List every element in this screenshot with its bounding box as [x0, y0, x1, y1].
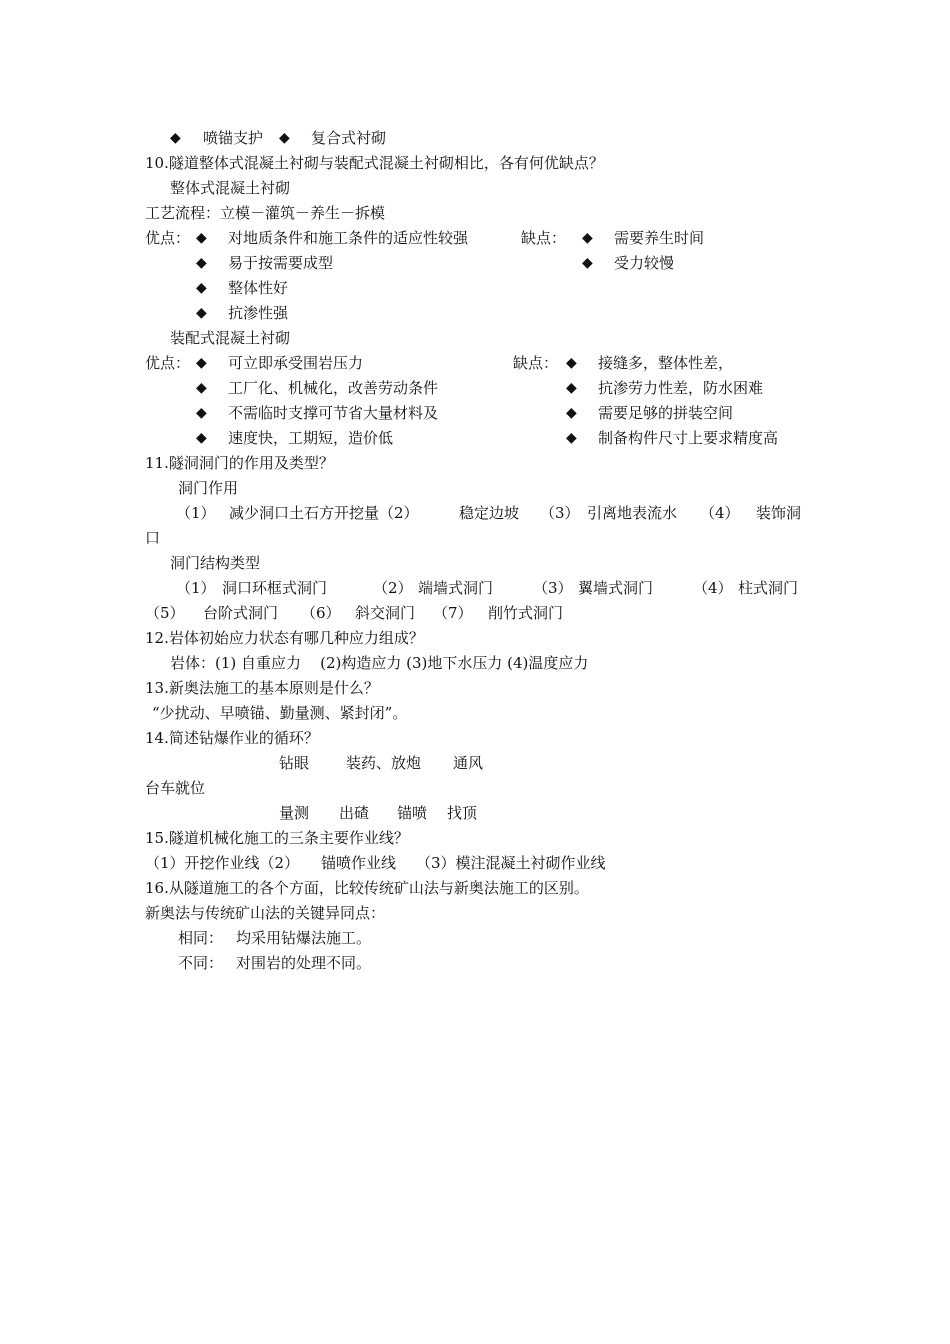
list-marker: （1）: [176, 504, 216, 522]
pro-item: 可立即承受围岩压力: [228, 354, 364, 372]
item-text: 喷锚支护: [203, 129, 264, 147]
cons-label: 缺点：: [521, 229, 567, 247]
type-item: 洞口环框式洞门: [222, 579, 328, 597]
bullet-icon: ◆: [279, 130, 290, 146]
bullet-icon: ◆: [196, 280, 207, 296]
type-item: 台阶式洞门: [203, 604, 279, 622]
list-marker: （3）: [533, 579, 573, 597]
bullet-icon: ◆: [566, 355, 577, 371]
function-item: 装饰洞: [756, 504, 802, 522]
question-16: 16.从隧道施工的各个方面，比较传统矿山法与新奥法施工的区别。: [145, 879, 589, 897]
list-marker: （6）: [301, 604, 341, 622]
type-item: 柱式洞门: [738, 579, 799, 597]
bullet-icon: ◆: [196, 255, 207, 271]
con-item: 接缝多，整体性差，: [598, 354, 734, 372]
cycle-step: 出碴: [339, 804, 370, 822]
answer-text: “少扰动、早喷锚、勤量测、紧封闭”。: [152, 704, 408, 722]
cycle-step: 装药、放炮: [346, 754, 422, 772]
function-item: 减少洞口土石方开挖量（2）: [229, 504, 419, 522]
bullet-icon: ◆: [566, 380, 577, 396]
pro-item: 易于按需要成型: [228, 254, 334, 272]
process-line: 工艺流程：立模－灌筑－养生－拆模: [145, 204, 386, 222]
section-heading: 装配式混凝土衬砌: [170, 329, 291, 347]
cycle-step: 钻眼: [279, 754, 310, 772]
con-item: 制备构件尺寸上要求精度高: [598, 429, 779, 447]
bullet-icon: ◆: [196, 230, 207, 246]
answer-text: （3）模注混凝土衬砌作业线: [416, 854, 606, 872]
question-14: 14.简述钻爆作业的循环？: [145, 729, 319, 747]
list-marker: （7）: [433, 604, 473, 622]
cycle-step: 通风: [453, 754, 484, 772]
bullet-icon: ◆: [196, 430, 207, 446]
function-item: 引离地表流水: [587, 504, 678, 522]
con-item: 需要足够的拼装空间: [598, 404, 734, 422]
answer-text: 锚喷作业线: [321, 854, 397, 872]
pros-label: 优点：: [145, 229, 191, 247]
pro-item: 整体性好: [228, 279, 289, 297]
con-item: 受力较慢: [614, 254, 675, 272]
section-heading: 整体式混凝土衬砌: [170, 179, 291, 197]
section-heading: 洞门结构类型: [170, 554, 261, 572]
section-heading: 洞门作用: [178, 479, 239, 497]
cycle-step: 找顶: [447, 804, 478, 822]
bullet-icon: ◆: [566, 430, 577, 446]
type-item: 翼墙式洞门: [578, 579, 654, 597]
pros-label: 优点：: [145, 354, 191, 372]
diff-label: 不同：: [178, 954, 224, 972]
cycle-step: 台车就位: [145, 779, 206, 797]
cons-label: 缺点：: [513, 354, 559, 372]
function-item-continued: 口: [145, 529, 161, 547]
question-13: 13.新奥法施工的基本原则是什么？: [145, 679, 379, 697]
type-item: 削竹式洞门: [488, 604, 564, 622]
same-text: 均采用钻爆法施工。: [236, 929, 372, 947]
bullet-icon: ◆: [196, 305, 207, 321]
list-marker: （4）: [693, 579, 733, 597]
list-marker: （4）: [700, 504, 740, 522]
list-marker: （3）: [540, 504, 580, 522]
pro-item: 抗渗性强: [228, 304, 289, 322]
list-marker: （5）: [145, 604, 185, 622]
bullet-icon: ◆: [196, 380, 207, 396]
question-10: 10.隧道整体式混凝土衬砌与装配式混凝土衬砌相比，各有何优缺点？: [145, 154, 604, 172]
question-15: 15.隧道机械化施工的三条主要作业线？: [145, 829, 409, 847]
question-11: 11.隧洞洞门的作用及类型？: [145, 454, 334, 472]
diff-text: 对围岩的处理不同。: [236, 954, 372, 972]
answer-text: 岩体：(1) 自重应力 (2)构造应力 (3)地下水压力 (4)温度应力: [170, 654, 589, 672]
bullet-icon: ◆: [170, 130, 181, 146]
bullet-icon: ◆: [582, 255, 593, 271]
item-text: 复合式衬砌: [311, 129, 387, 147]
pro-item: 不需临时支撑可节省大量材料及: [228, 404, 439, 422]
bullet-icon: ◆: [582, 230, 593, 246]
list-marker: （1）: [176, 579, 216, 597]
con-item: 需要养生时间: [614, 229, 705, 247]
pro-item: 工厂化、机械化，改善劳动条件: [228, 379, 439, 397]
bullet-icon: ◆: [196, 355, 207, 371]
list-marker: （2）: [373, 579, 413, 597]
cycle-step: 锚喷: [397, 804, 428, 822]
answer-intro: 新奥法与传统矿山法的关键异同点：: [145, 904, 386, 922]
pro-item: 速度快，工期短，造价低: [228, 429, 394, 447]
bullet-icon: ◆: [566, 405, 577, 421]
con-item: 抗渗劳力性差，防水困难: [598, 379, 764, 397]
question-12: 12.岩体初始应力状态有哪几种应力组成？: [145, 629, 424, 647]
same-label: 相同：: [178, 929, 224, 947]
pro-item: 对地质条件和施工条件的适应性较强: [228, 229, 469, 247]
type-item: 端墙式洞门: [418, 579, 494, 597]
bullet-icon: ◆: [196, 405, 207, 421]
function-item: 稳定边坡: [459, 504, 520, 522]
answer-text: （1）开挖作业线（2）: [145, 854, 300, 872]
cycle-step: 量测: [279, 804, 310, 822]
type-item: 斜交洞门: [355, 604, 416, 622]
